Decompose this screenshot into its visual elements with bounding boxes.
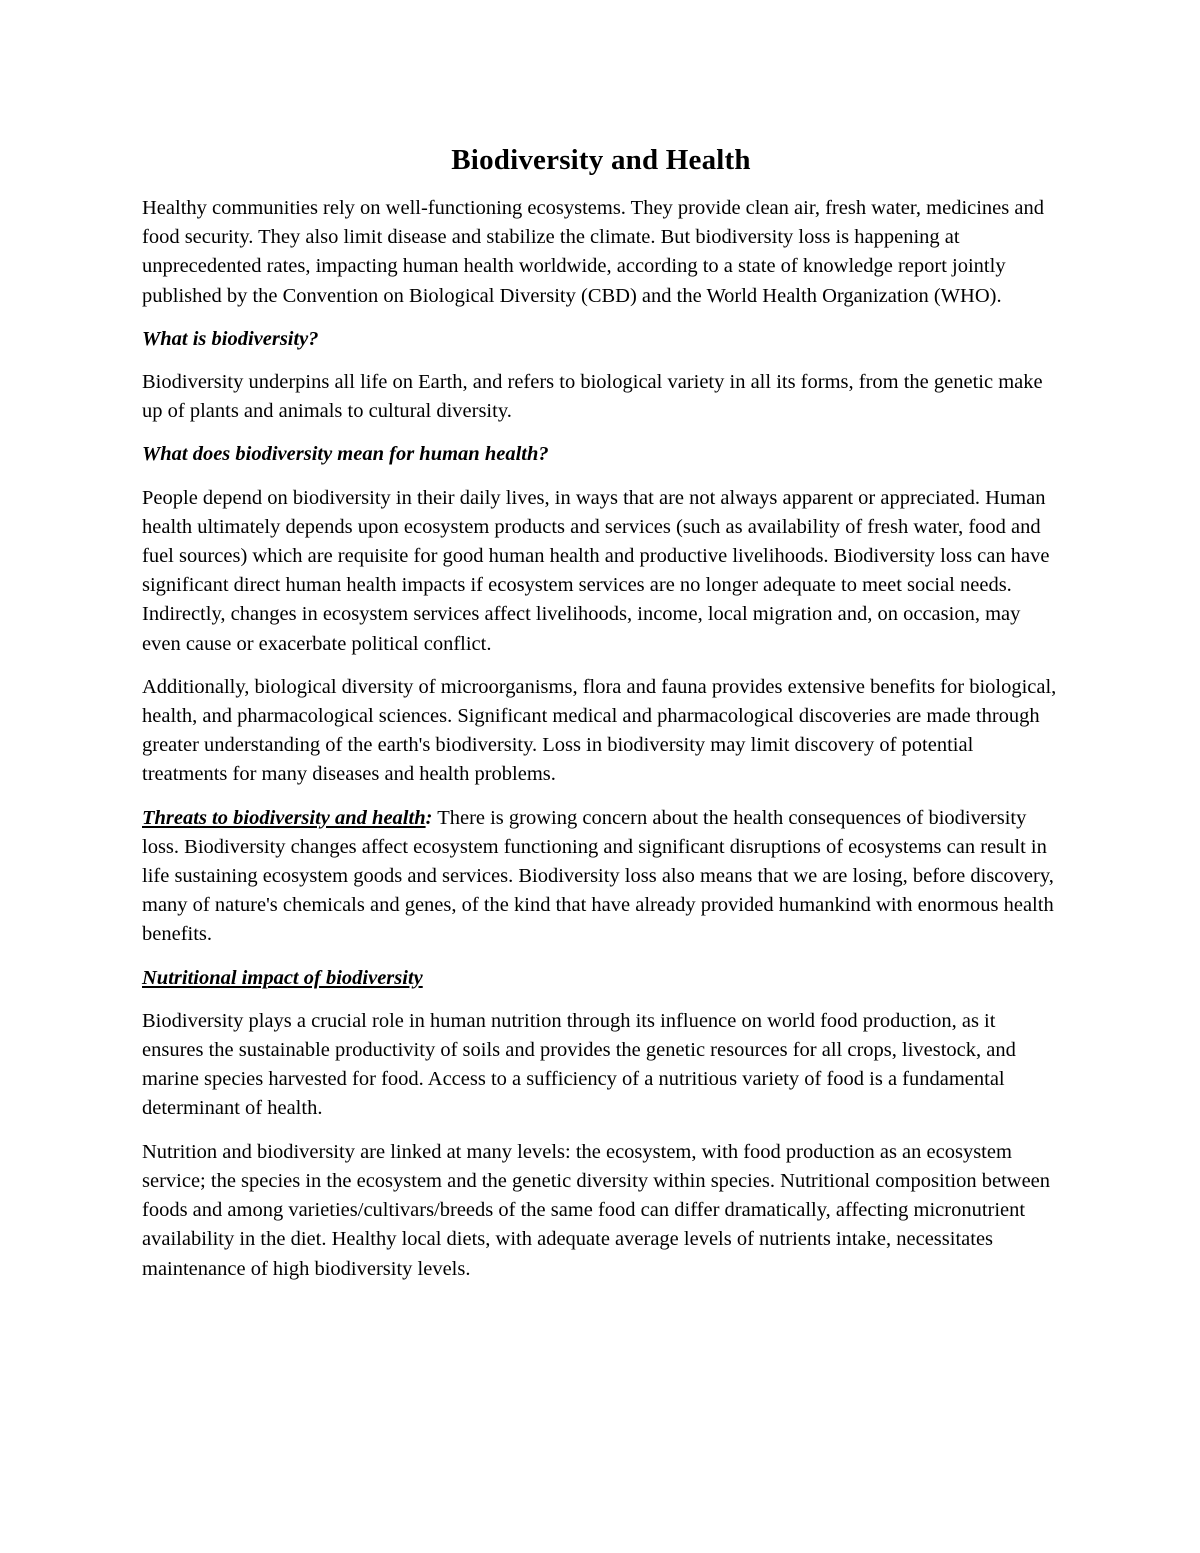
intro-paragraph: Healthy communities rely on well-functioning ecosystems. They provide clean air, fresh water, medicines and food security. They also limit disease and stabilize the climate. But biodiversity loss is happening at unprecedented rates, impacting human health worldwide, according to a state of knowledge report jointly published by the Convention on Biological Diversity (CBD) and the World Health Organization (WHO). xyxy=(142,197,1044,307)
section-paragraph: Biodiversity plays a crucial role in human nutrition through its influence on world food production, as it ensures the sustainable productivity of soils and provides the genetic resources for all crops, livestock, and marine species harvested for food. Access to a sufficiency of a nutritious variety of food is a fundamental determinant of health. xyxy=(142,1009,1016,1120)
section-heading-what-is-biodiversity: What is biodiversity? xyxy=(142,327,319,350)
document-title: Biodiversity and Health xyxy=(451,144,751,176)
section-paragraph: Additionally, biological diversity of microorganisms, flora and fauna provides extensive benefits for biological, health, and pharmacological sciences. Significant medical and pharmacological discoveries are made through greater understanding of the earth's biodiversity. Loss in biodiversity may limit discovery of potential treatments for many diseases and health problems. xyxy=(142,675,1057,786)
threats-text: There is growing concern about the health consequences of biodiversity loss. Biodiversity changes affect ecosystem functioning and significant disruptions of ecosystems can result in life sustaining ecosystem goods and services. Biodiversity loss also means that we are losing, before discovery, many of nature's chemicals and genes, of the kind that have already provided humankind with enormous health benefits. xyxy=(142,806,1054,946)
section-paragraph: People depend on biodiversity in their daily lives, in ways that are not always apparent or appreciated. Human health ultimately depends upon ecosystem products and services (such as availability of fresh water, food and fuel sources) which are requisite for good human health and productive livelihoods. Biodiversity loss can have significant direct human health impacts if ecosystem services are no longer adequate to meet social needs. Indirectly, changes in ecosystem services affect livelihoods, income, local migration and, on occasion, may even cause or exacerbate political conflict. xyxy=(142,486,1050,655)
section-paragraph: Biodiversity underpins all life on Earth, and refers to biological variety in all its forms, from the genetic make up of plants and animals to cultural diversity. xyxy=(142,371,1043,423)
threats-paragraph xyxy=(142,804,1060,950)
section-heading-human-health: What does biodiversity mean for human health? xyxy=(142,443,549,466)
section-paragraph: Nutrition and biodiversity are linked at many levels: the ecosystem, with food production as an ecosystem service; the species in the ecosystem and the genetic diversity within species. Nutritional composition between foods and among varieties/cultivars/breeds of the same food can differ dramatically, affecting micronutrient availability in the diet. Healthy local diets, with adequate average levels of nutrients intake, necessitates maintenance of high biodiversity levels. xyxy=(142,1140,1051,1280)
document-page xyxy=(142,142,1060,1298)
threats-colon: : xyxy=(425,806,433,829)
section-heading-nutritional-impact: Nutritional impact of biodiversity xyxy=(142,966,423,989)
threats-lead-heading: Threats to biodiversity and health xyxy=(142,806,426,829)
